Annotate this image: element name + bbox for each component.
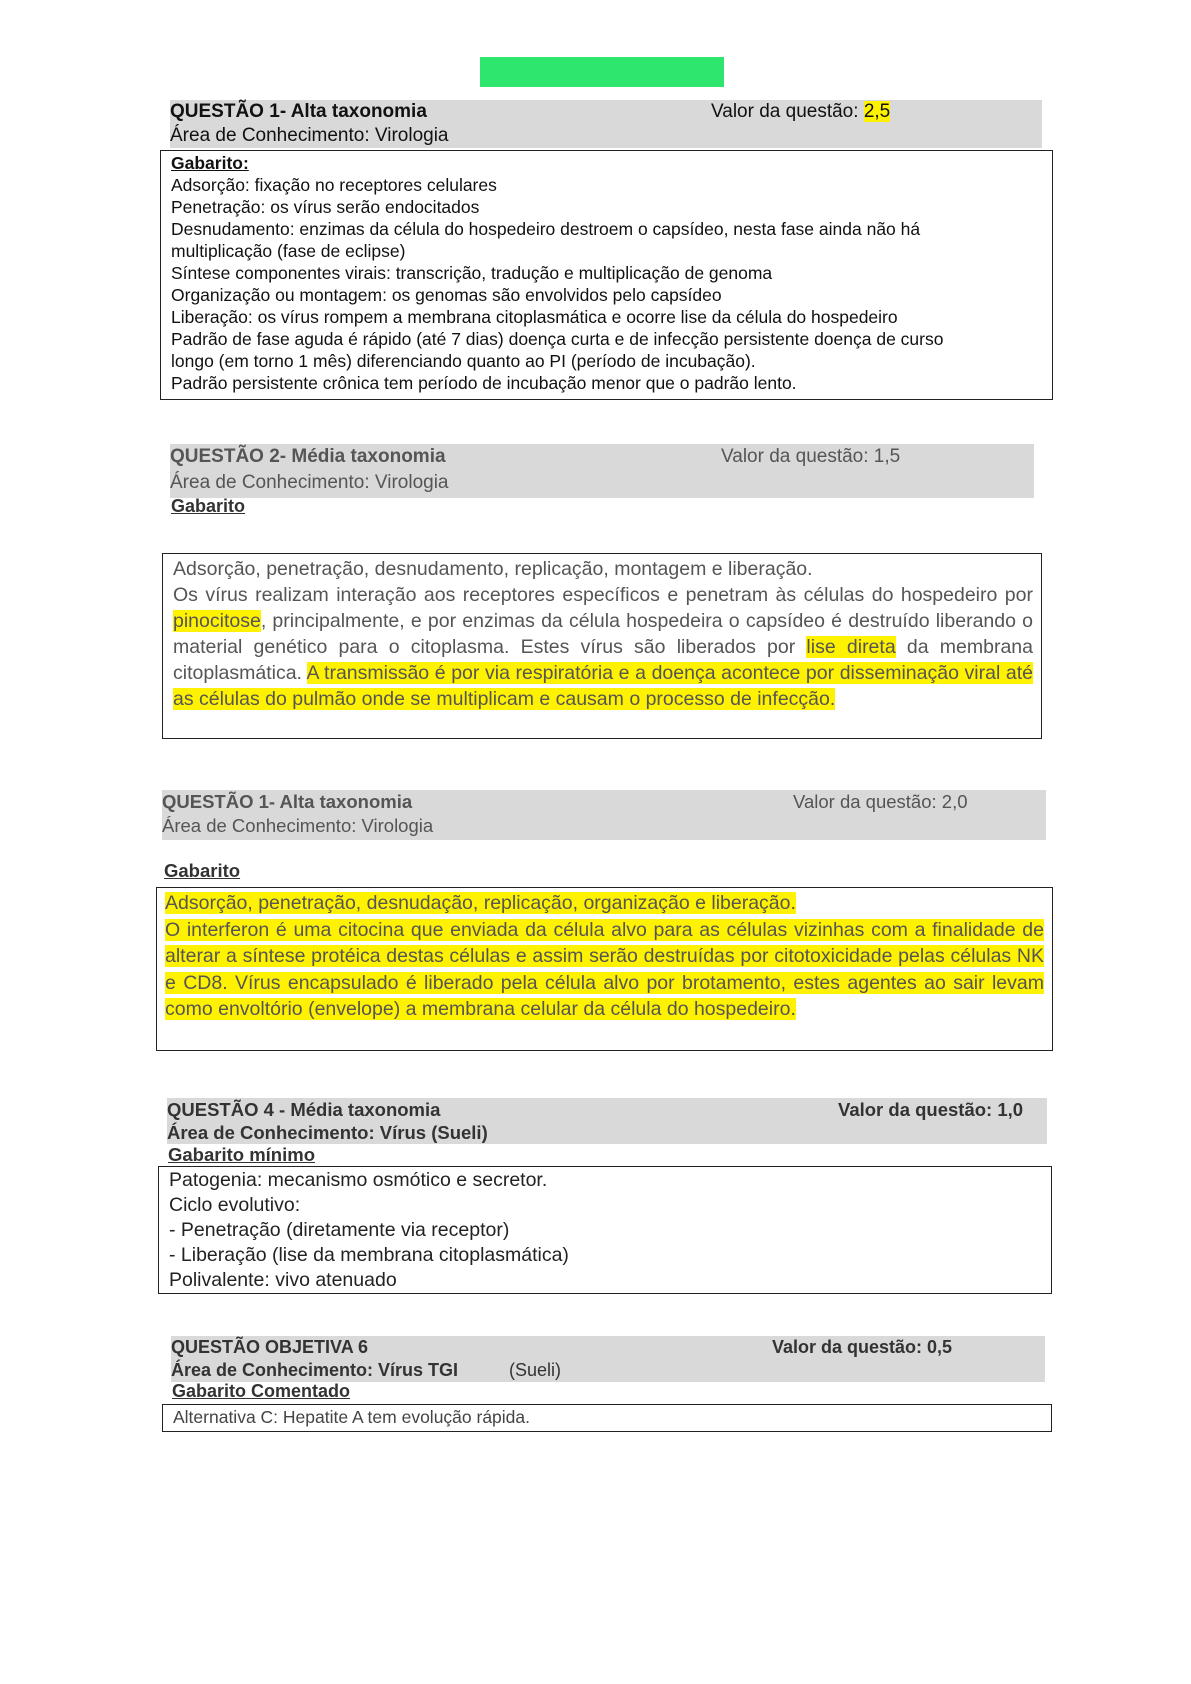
q1-gabarito-label: Gabarito:	[171, 153, 249, 173]
q1-line: Adsorção: fixação no receptores celulares	[171, 175, 497, 195]
q4-value: Valor da questão: 1,0	[838, 1099, 1024, 1120]
q2-line1: Adsorção, penetração, desnudamento, replicação, montagem e liberação.	[173, 558, 813, 580]
q1-line: Síntese componentes virais: transcrição, tradução e multiplicação de genoma	[171, 263, 773, 283]
q6-title: QUESTÃO OBJETIVA 6	[171, 1337, 369, 1357]
q4-line: Ciclo evolutivo:	[169, 1194, 301, 1216]
q2-gabarito-label: Gabarito	[171, 496, 246, 516]
green-highlight-bar	[480, 57, 724, 87]
q3-line1	[165, 890, 1044, 917]
q1-value-number: 2,5	[863, 101, 891, 122]
q6-area-extra: (Sueli)	[509, 1360, 562, 1380]
q4-header	[167, 1098, 1047, 1144]
q2-highlight-lise-direta: lise direta	[806, 636, 896, 658]
q2-value: Valor da questão: 1,5	[721, 446, 901, 467]
q2-highlight-pinocitose: pinocitose	[173, 610, 261, 632]
q1-answer-box	[160, 150, 1053, 400]
q4-title: QUESTÃO 4 - Média taxonomia	[167, 1099, 441, 1120]
q1-title-rest: - Alta taxonomia	[279, 101, 427, 122]
q3-answer-box	[156, 887, 1053, 1051]
q6-value: Valor da questão: 0,5	[772, 1337, 953, 1357]
q6-answer-box	[162, 1404, 1052, 1432]
q1-header	[170, 100, 1042, 148]
q1-line: Organização ou montagem: os genomas são envolvidos pelo capsídeo	[171, 285, 722, 305]
q6-header	[171, 1336, 1045, 1382]
q3-line1-highlight: Adsorção, penetração, desnudação, replicação, organização e liberação.	[165, 892, 796, 914]
q4-answer-box	[158, 1166, 1052, 1294]
q3-gabarito-label: Gabarito	[164, 860, 241, 881]
q4-line: Patogenia: mecanismo osmótico e secretor.	[169, 1169, 548, 1191]
q1-value-label: Valor da questão:	[711, 101, 864, 122]
q1-line: Padrão persistente crônica tem período de incubação menor que o padrão lento.	[171, 373, 797, 393]
q3-paragraph	[165, 917, 1044, 1023]
q3-area: Área de Conhecimento: Virologia	[162, 815, 434, 836]
q2-header	[170, 444, 1034, 498]
q3-header	[162, 790, 1046, 840]
q2-text-b: , principalmente, e por enzimas da célula hospedeira o capsídeo é destruído liberando o material genético para o citoplasma. Estes vírus são liberados por	[173, 610, 1033, 658]
q3-title: QUESTÃO 1- Alta taxonomia	[162, 791, 413, 812]
q2-text-c: da membrana citoplasmática.	[173, 636, 1033, 684]
q1-line: multiplicação (fase de eclipse)	[171, 241, 406, 261]
q1-title-number: QUESTÃO 1	[170, 101, 280, 122]
q1-line: Padrão de fase aguda é rápido (até 7 dias) doença curta e de infecção persistente doença de curso	[171, 329, 944, 349]
q6-area: Área de Conhecimento: Vírus TGI	[171, 1360, 459, 1380]
q2-answer-box	[162, 553, 1042, 739]
q4-line: - Liberação (lise da membrana citoplasmática)	[169, 1244, 569, 1266]
q2-highlight-transmissao: A transmissão é por via respiratória e a doença acontece por disseminação viral até as células do pulmão onde se multiplicam e causam o processo de infecção.	[173, 662, 1033, 710]
q1-line: Desnudamento: enzimas da célula do hospedeiro destroem o capsídeo, nesta fase ainda não há	[171, 219, 921, 239]
q1-line: Liberação: os vírus rompem a membrana citoplasmática e ocorre lise da célula do hospedeiro	[171, 307, 898, 327]
q3-paragraph-highlight: O interferon é uma citocina que enviada da célula alvo para as células vizinhas com a finalidade de alterar a síntese protéica destas células e assim serão destruídas por citotoxicidade pelas células NK e CD8. Vírus encapsulado é liberado pela célula alvo por brotamento, estes agentes ao sair levam como envoltório (envelope) a membrana celular da célula do hospedeiro.	[165, 918, 1044, 1020]
q4-gabarito-label: Gabarito mínimo	[168, 1144, 315, 1165]
q2-paragraph	[173, 582, 1033, 712]
q1-line: longo (em torno 1 mês) diferenciando quanto ao PI (período de incubação).	[171, 351, 756, 371]
q4-area: Área de Conhecimento: Vírus (Sueli)	[167, 1122, 488, 1143]
q4-line: Polivalente: vivo atenuado	[169, 1269, 397, 1291]
q1-area: Área de Conhecimento: Virologia	[170, 125, 449, 146]
q6-gabarito-label: Gabarito Comentado	[172, 1381, 351, 1401]
q6-answer: Alternativa C: Hepatite A tem evolução rápida.	[173, 1407, 531, 1427]
q2-text-a: Os vírus realizam interação aos receptores específicos e penetram às células do hospedeiro por	[173, 584, 1033, 606]
q2-title: QUESTÃO 2- Média taxonomia	[170, 446, 446, 467]
q4-line: - Penetração (diretamente via receptor)	[169, 1219, 510, 1241]
q2-area: Área de Conhecimento: Virologia	[170, 472, 449, 493]
q1-line: Penetração: os vírus serão endocitados	[171, 197, 480, 217]
q1-value	[711, 100, 890, 124]
q3-value: Valor da questão: 2,0	[793, 791, 968, 812]
